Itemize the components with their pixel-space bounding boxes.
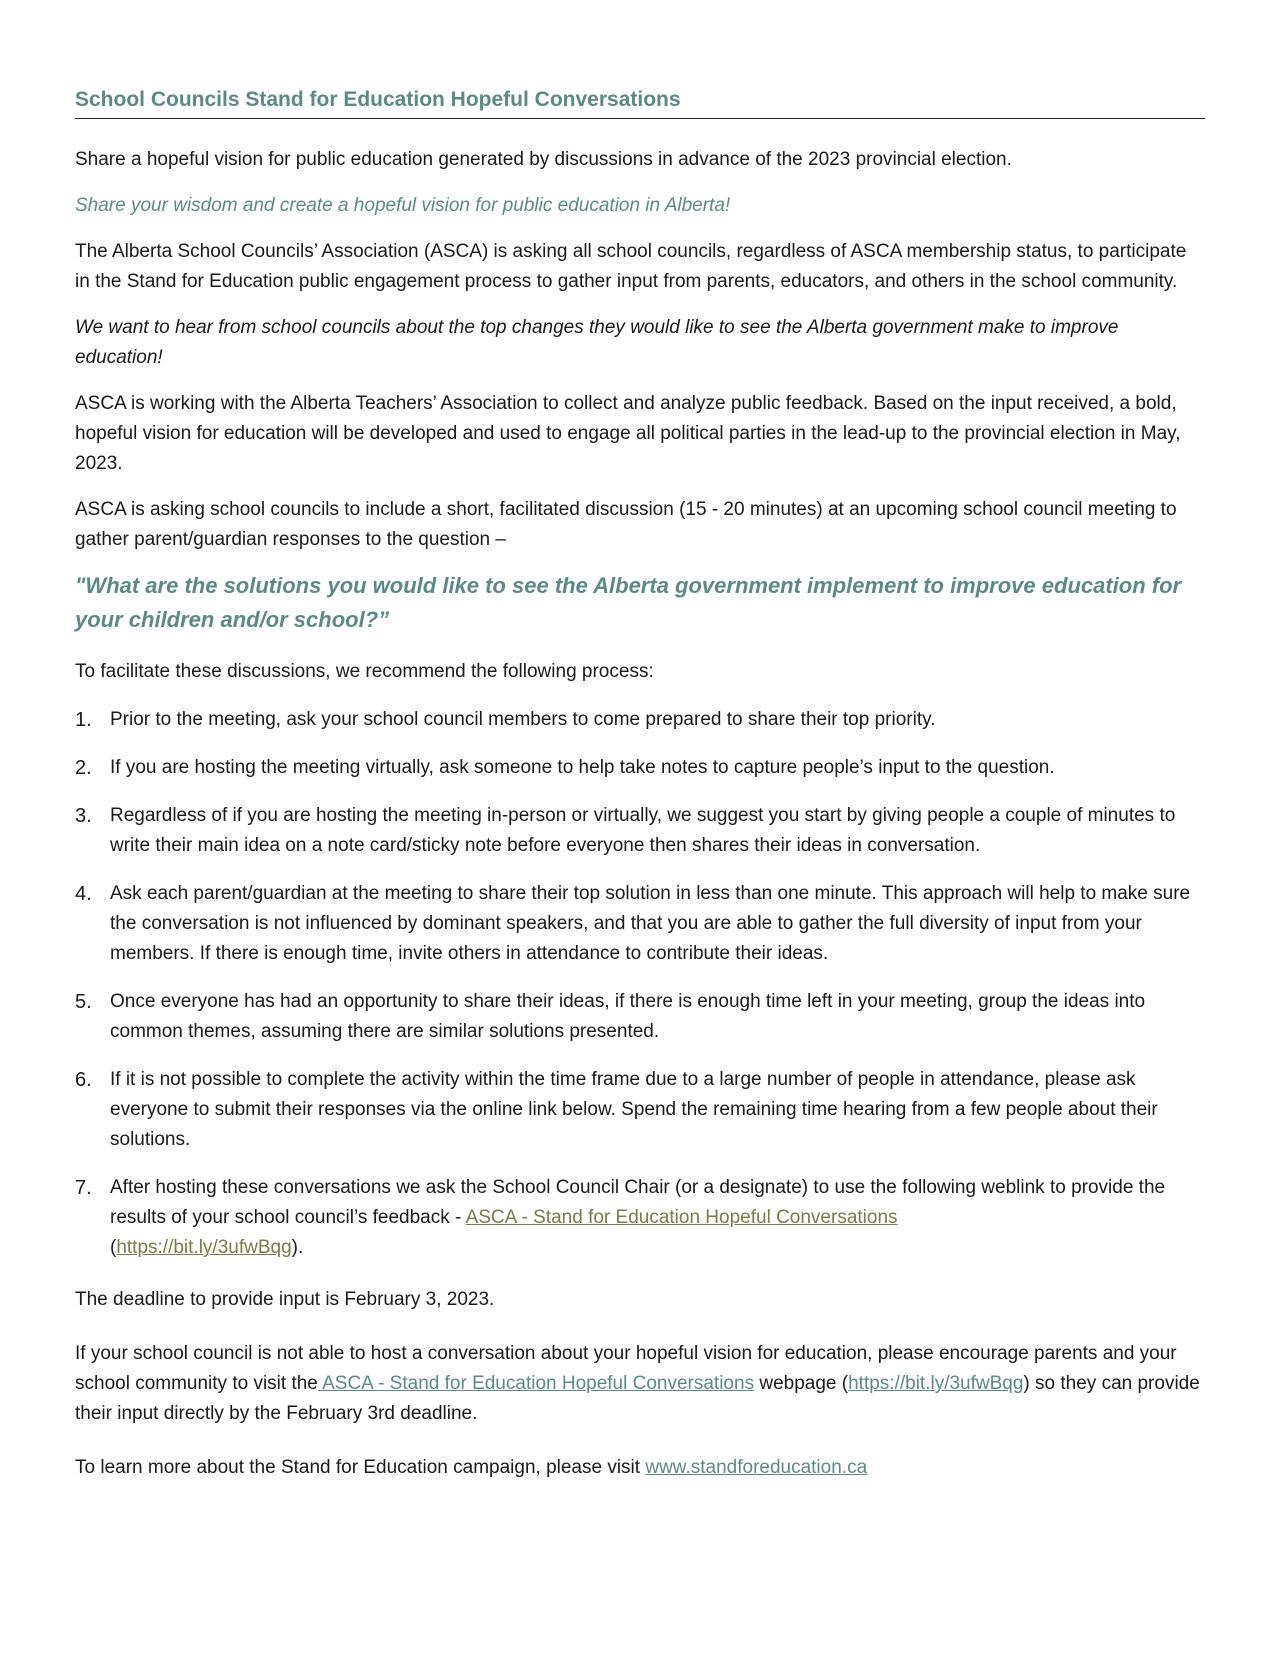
- step-text: If you are hosting the meeting virtually, ask someone to help take notes to capture people’s input to the question.: [110, 757, 1055, 778]
- discussion-paragraph: ASCA is asking school councils to include a short, facilitated discussion (15 - 20 minutes) at an upcoming school council meeting to gather parent/guardian responses to the question –: [75, 499, 1177, 550]
- short-url-link-2[interactable]: https://bit.ly/3ufwBqg: [848, 1373, 1024, 1394]
- step-text: If it is not possible to complete the activity within the time frame due to a large number of people in attendance, please ask everyone to submit their responses via the online link below. Spend the remaining time hearing from a few people about their solutions.: [110, 1069, 1158, 1150]
- step-text: After hosting these conversations we ask the School Council Chair (or a designate) to use the following weblink to provide the results of your school council’s feedback -: [110, 1177, 1166, 1228]
- working-paragraph: ASCA is working with the Alberta Teachers’ Association to collect and analyze public feedback. Based on the input received, a bold, hopeful vision for education will be developed and used to engage all political parties in the lead-up to the provincial election in May, 2023.: [75, 393, 1181, 474]
- step-text: Prior to the meeting, ask your school council members to come prepared to share their top priority.: [110, 709, 936, 730]
- not-able-paragraph: [75, 1339, 1205, 1429]
- paren-open: (: [110, 1237, 117, 1258]
- step-text: Regardless of if you are hosting the meeting in-person or virtually, we suggest you start by giving people a couple of minutes to write their main idea on a note card/sticky note before everyone then shares their ideas in conversation.: [110, 805, 1176, 856]
- step-number: 4.: [75, 883, 92, 905]
- list-item: [75, 987, 1205, 1047]
- list-item: [75, 1065, 1205, 1155]
- asca-paragraph: The Alberta School Councils’ Association (ASCA) is asking all school councils, regardless of ASCA membership status, to participate in the Stand for Education public engagement process to gather input from parents, educators, and others in the school community.: [75, 241, 1187, 292]
- page-title: School Councils Stand for Education Hopeful Conversations: [75, 88, 1205, 119]
- step-number: 7.: [75, 1177, 92, 1199]
- learn-more-text: To learn more about the Stand for Education campaign, please visit: [75, 1457, 646, 1478]
- learn-more-paragraph: [75, 1453, 1205, 1483]
- short-url-link[interactable]: https://bit.ly/3ufwBqg: [116, 1237, 292, 1258]
- standforeducation-link[interactable]: www.standforeducation.ca: [645, 1457, 868, 1478]
- asca-webpage-link[interactable]: ASCA - Stand for Education Hopeful Conversations: [317, 1373, 755, 1394]
- hear-paragraph: We want to hear from school councils about the top changes they would like to see the Alberta government make to improve education!: [75, 317, 1119, 368]
- tagline-paragraph: Share your wisdom and create a hopeful vision for public education in Alberta!: [75, 195, 731, 216]
- list-item: [75, 879, 1205, 969]
- deadline-text: ) so they can provide their input directly by the February 3rd deadline.: [75, 1373, 1200, 1424]
- process-steps-list: [75, 705, 1205, 1263]
- step-number: 5.: [75, 991, 92, 1013]
- step-text: Ask each parent/guardian at the meeting to share their top solution in less than one minute. This approach will help to make sure the conversation is not influenced by dominant speakers, and that you are able to gather the full diversity of input from your members. If there is enough time, invite others in attendance to contribute their ideas.: [110, 883, 1191, 964]
- step-number: 6.: [75, 1069, 92, 1091]
- intro-paragraph: Share a hopeful vision for public education generated by discussions in advance of the 2023 provincial election.: [75, 149, 1012, 170]
- deadline-paragraph: The deadline to provide input is February 3, 2023.: [75, 1289, 495, 1310]
- paren-close: ).: [291, 1237, 304, 1258]
- list-item: [75, 753, 1205, 783]
- webpage-text: webpage (: [754, 1373, 849, 1394]
- step-number: 2.: [75, 757, 92, 779]
- document-page: [75, 88, 1205, 1483]
- step-number: 3.: [75, 805, 92, 827]
- key-question: "What are the solutions you would like to see the Alberta government implement to improve education for your children and/or school?”: [75, 573, 1182, 632]
- step-text: Once everyone has had an opportunity to share their ideas, if there is enough time left in your meeting, group the ideas into common themes, assuming there are similar solutions presented.: [110, 991, 1146, 1042]
- asca-hopeful-conversations-link[interactable]: ASCA - Stand for Education Hopeful Conversations: [465, 1207, 898, 1228]
- list-item: [75, 1173, 1205, 1263]
- process-intro: To facilitate these discussions, we recommend the following process:: [75, 661, 654, 682]
- not-able-text: If your school council is not able to host a conversation about your hopeful vision for education, please encourage parents and your school community to visit the: [75, 1343, 1177, 1394]
- step-number: 1.: [75, 709, 92, 731]
- list-item: [75, 801, 1205, 861]
- list-item: [75, 705, 1205, 735]
